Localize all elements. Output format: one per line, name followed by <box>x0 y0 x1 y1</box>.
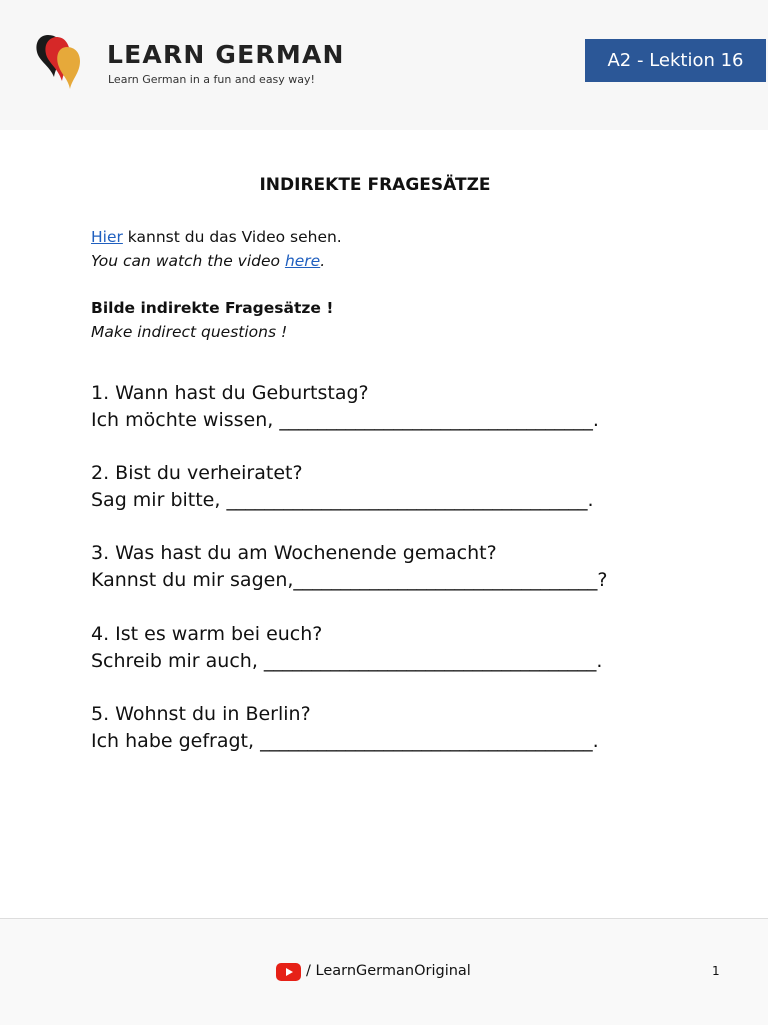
video-line-english <box>91 252 325 270</box>
page-number: 1 <box>712 964 720 978</box>
lesson-badge: A2 - Lektion 16 <box>585 39 766 82</box>
exercise-answer: Sag mir bitte, ______________________________________. <box>91 489 594 511</box>
page-header <box>0 0 768 130</box>
footer-channel[interactable]: / LearnGermanOriginal <box>306 963 471 979</box>
exercise-question: 2. Bist du verheiratet? <box>91 462 303 484</box>
video-text-english-suffix: . <box>320 252 326 270</box>
exercise-answer: Ich möchte wissen, _________________________________. <box>91 409 599 431</box>
logo-icon <box>34 33 84 91</box>
video-text-english: You can watch the video <box>91 252 285 270</box>
exercise-answer: Ich habe gefragt, ___________________________________. <box>91 730 599 752</box>
video-link-german[interactable]: Hier <box>91 228 123 246</box>
exercise-answer: Schreib mir auch, ___________________________________. <box>91 650 603 672</box>
task-german: Bilde indirekte Fragesätze ! <box>91 299 334 317</box>
page-title: INDIREKTE FRAGESÄTZE <box>259 175 491 195</box>
video-text-german: kannst du das Video sehen. <box>122 228 342 246</box>
youtube-icon[interactable] <box>276 963 301 981</box>
video-line-german <box>91 228 342 246</box>
exercise-question: 1. Wann hast du Geburtstag? <box>91 382 369 404</box>
exercise-question: 4. Ist es warm bei euch? <box>91 623 323 645</box>
exercise-answer: Kannst du mir sagen,________________________________? <box>91 569 608 591</box>
video-link-english[interactable]: here <box>284 252 321 270</box>
exercise-question: 3. Was hast du am Wochenende gemacht? <box>91 542 497 564</box>
task-english: Make indirect questions ! <box>91 323 288 341</box>
brand-title: LEARN GERMAN <box>107 40 345 69</box>
brand-tagline: Learn German in a fun and easy way! <box>108 73 315 86</box>
exercise-question: 5. Wohnst du in Berlin? <box>91 703 311 725</box>
